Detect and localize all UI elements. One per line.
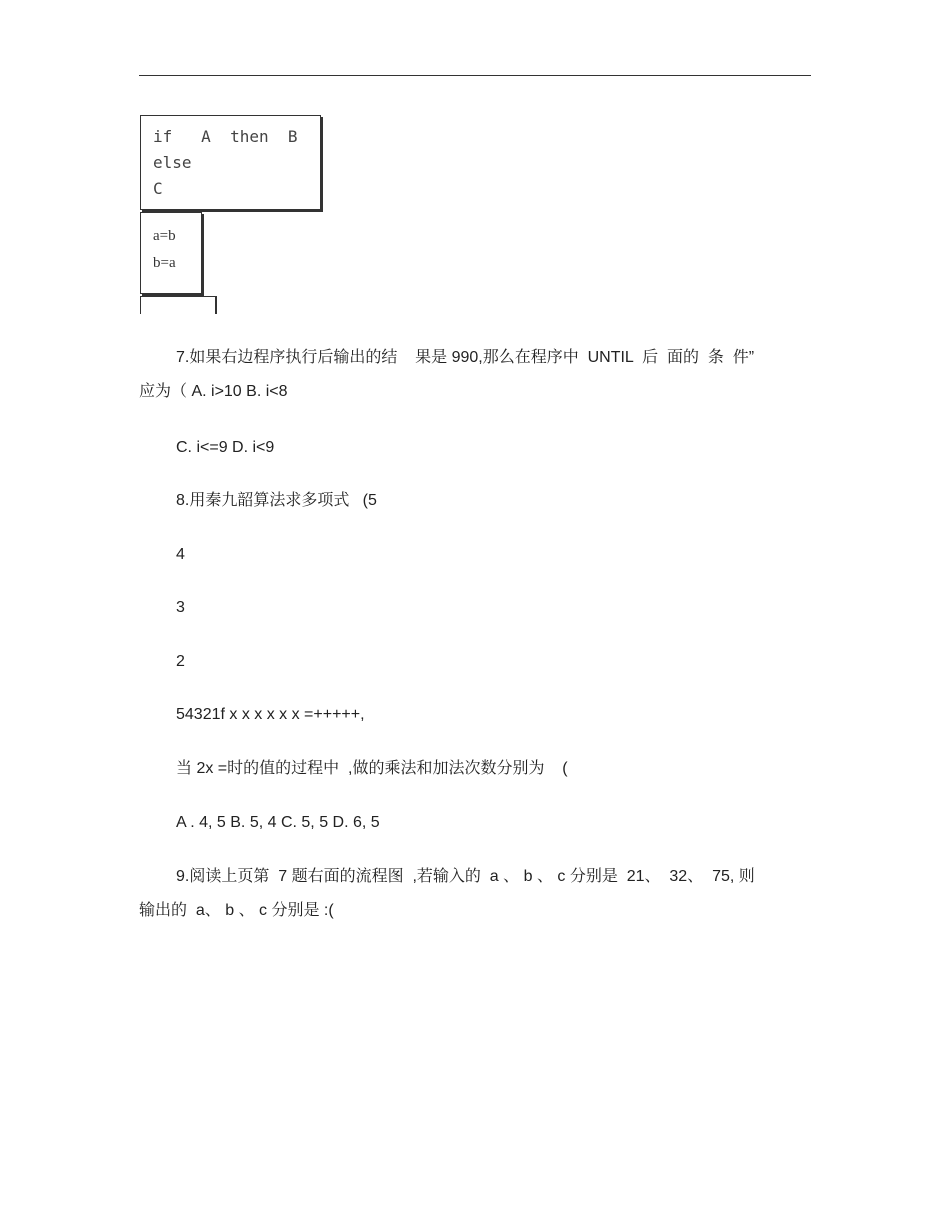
exponent-3: 3 (176, 599, 185, 616)
header-rule (139, 75, 811, 76)
question-8-text: 当 2x =时的值的过程中 ,做的乘法和加法次数分别为 ( (176, 760, 568, 777)
exponent-4: 4 (176, 546, 185, 563)
code-line: if A then B (153, 127, 298, 146)
exponent-2: 2 (176, 653, 185, 670)
question-9-text: 9.阅读上页第 7 题右面的流程图 ,若输入的 a 、 b 、 c 分别是 21、 32、 75, 则 (176, 868, 755, 885)
question-7-options: C. i<=9 D. i<9 (176, 439, 275, 456)
code-line: b=a (153, 255, 176, 271)
polynomial-expression: 54321f x x x x x x =+++++, (176, 706, 365, 723)
code-box-cropped (140, 296, 217, 314)
question-8-options: A . 4, 5 B. 5, 4 C. 5, 5 D. 6, 5 (176, 814, 380, 831)
question-7-text-cont: 应为（ A. i>10 B. i<8 (139, 383, 288, 400)
code-line: C (153, 179, 163, 198)
question-8-title: 8.用秦九韶算法求多项式 (5 (176, 492, 377, 509)
code-line: else (153, 153, 192, 172)
question-9-text-cont: 输出的 a、 b 、 c 分别是 :( (139, 902, 334, 919)
code-box-if-then-else (140, 115, 321, 210)
code-line: a=b (153, 228, 176, 244)
code-box-assignment (140, 212, 202, 294)
question-7-text: 7.如果右边程序执行后输出的结 果是 990,那么在程序中 UNTIL 后 面的 条 件” (176, 349, 755, 366)
